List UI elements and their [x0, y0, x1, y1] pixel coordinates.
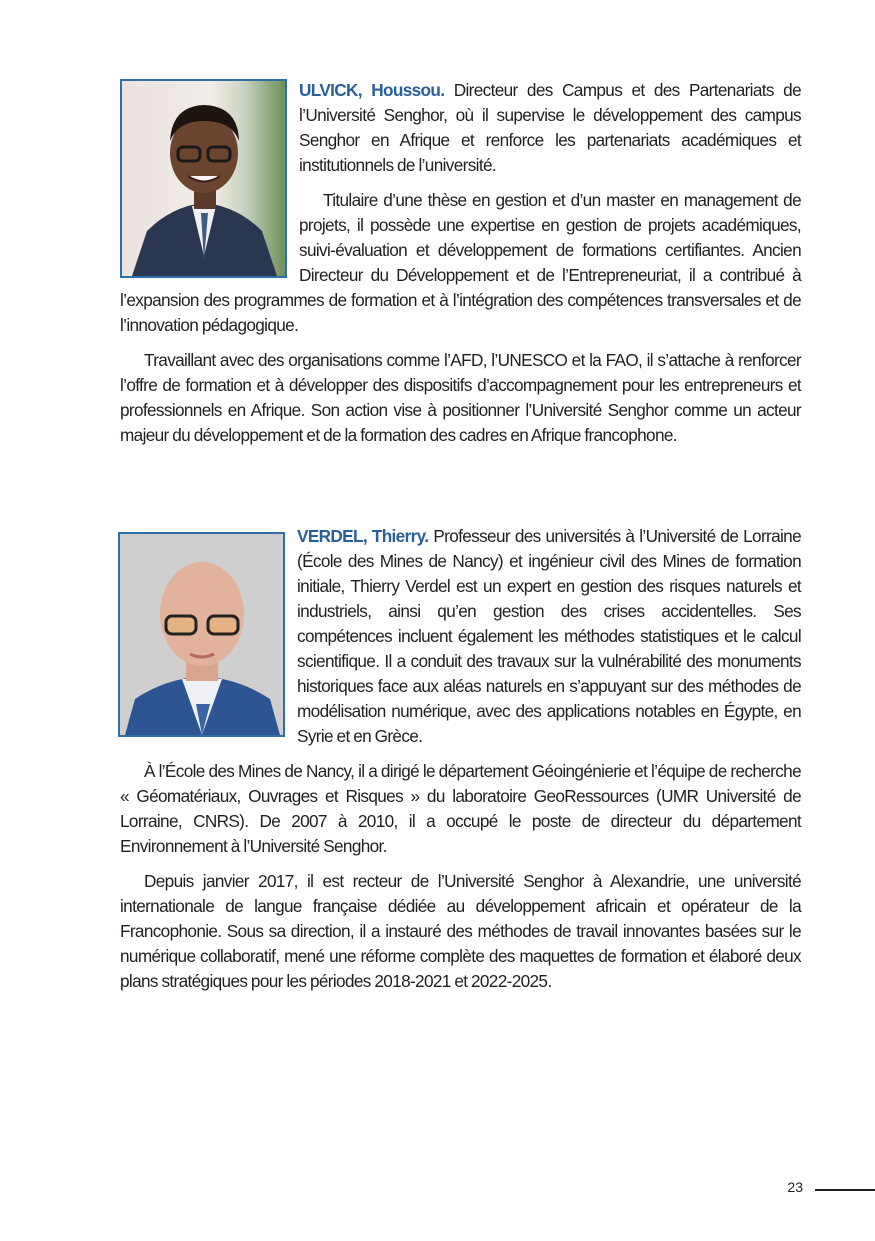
bio-paragraph: Travaillant avec des organisations comme l’AFD, l’UNESCO et la FAO, il s’attache à renforcer l’offre de formation et à développer des dispositifs d’accompagnement pour les entrepreneurs et professionnels en Afrique. Son action vise à positionner l’Université Senghor comme un acteur majeur du développement et de la formation des cadres en Afrique francophone. [120, 350, 801, 445]
portrait-photo-verdel [118, 532, 285, 737]
bio-paragraph: Depuis janvier 2017, il est recteur de l’Université Senghor à Alexandrie, une université internationale de langue française dédiée au développement africain et opérateur de la Francophonie. Sous sa direction, il a instauré des méthodes de travail innovantes basées sur le numérique collaboratif, mené une réforme complète des maquettes de formation et élaboré deux plans stratégiques pour les périodes 2018-2021 et 2022-2025. [120, 871, 801, 991]
person-name: ULVICK, Houssou. [299, 80, 445, 100]
bio-paragraph: Titulaire d’une thèse en gestion et d’un master en management de projets, il possède une expertise en gestion de projets académiques, suivi-évaluation et développement de formations certifiantes. Ancien Directeur du Développement et de l’Entrepreneuriat, il a contribué à l’expansion des programmes de formation et à l’intégration des compétences transversales et de l’innovation pédagogique. [120, 190, 801, 335]
bio-verdel [120, 524, 801, 1004]
page-number-rule [815, 1189, 875, 1191]
bio-text: Directeur des Campus et des Partenariats de l’Université Senghor, où il supervise le développement des campus Senghor en Afrique et renforce les partenariats académiques et institutionnels de l’université. [299, 80, 801, 175]
bio-paragraph: À l’École des Mines de Nancy, il a dirigé le département Géoingénierie et l’équipe de recherche « Géomatériaux, Ouvrages et Risques » du laboratoire GeoRessources (UMR Université de Lorraine, CNRS). De 2007 à 2010, il a occupé le poste de directeur du département Environnement à l’Université Senghor. [120, 761, 801, 856]
person-name: VERDEL, Thierry. [297, 526, 429, 546]
portrait-illustration [122, 81, 285, 276]
page-number: 23 [787, 1179, 803, 1195]
portrait-illustration [120, 534, 283, 735]
bio-text: Professeur des universités à l’Université de Lorraine (École des Mines de Nancy) et ingénieur civil des Mines de formation initiale, Thierry Verdel est un expert en gestion des risques naturels et industriels, ainsi qu’en gestion des crises accidentelles. Ses compétences incluent également les méthodes statistiques et le calcul scientifique. Il a conduit des travaux sur la vulnérabilité des monuments historiques face aux aléas naturels en s’appuyant sur des méthodes de modélisation numérique, avec des applications notables en Égypte, en Syrie et en Grèce. [297, 526, 801, 746]
bio-ulvick [120, 78, 801, 458]
portrait-photo-ulvick [120, 79, 287, 278]
